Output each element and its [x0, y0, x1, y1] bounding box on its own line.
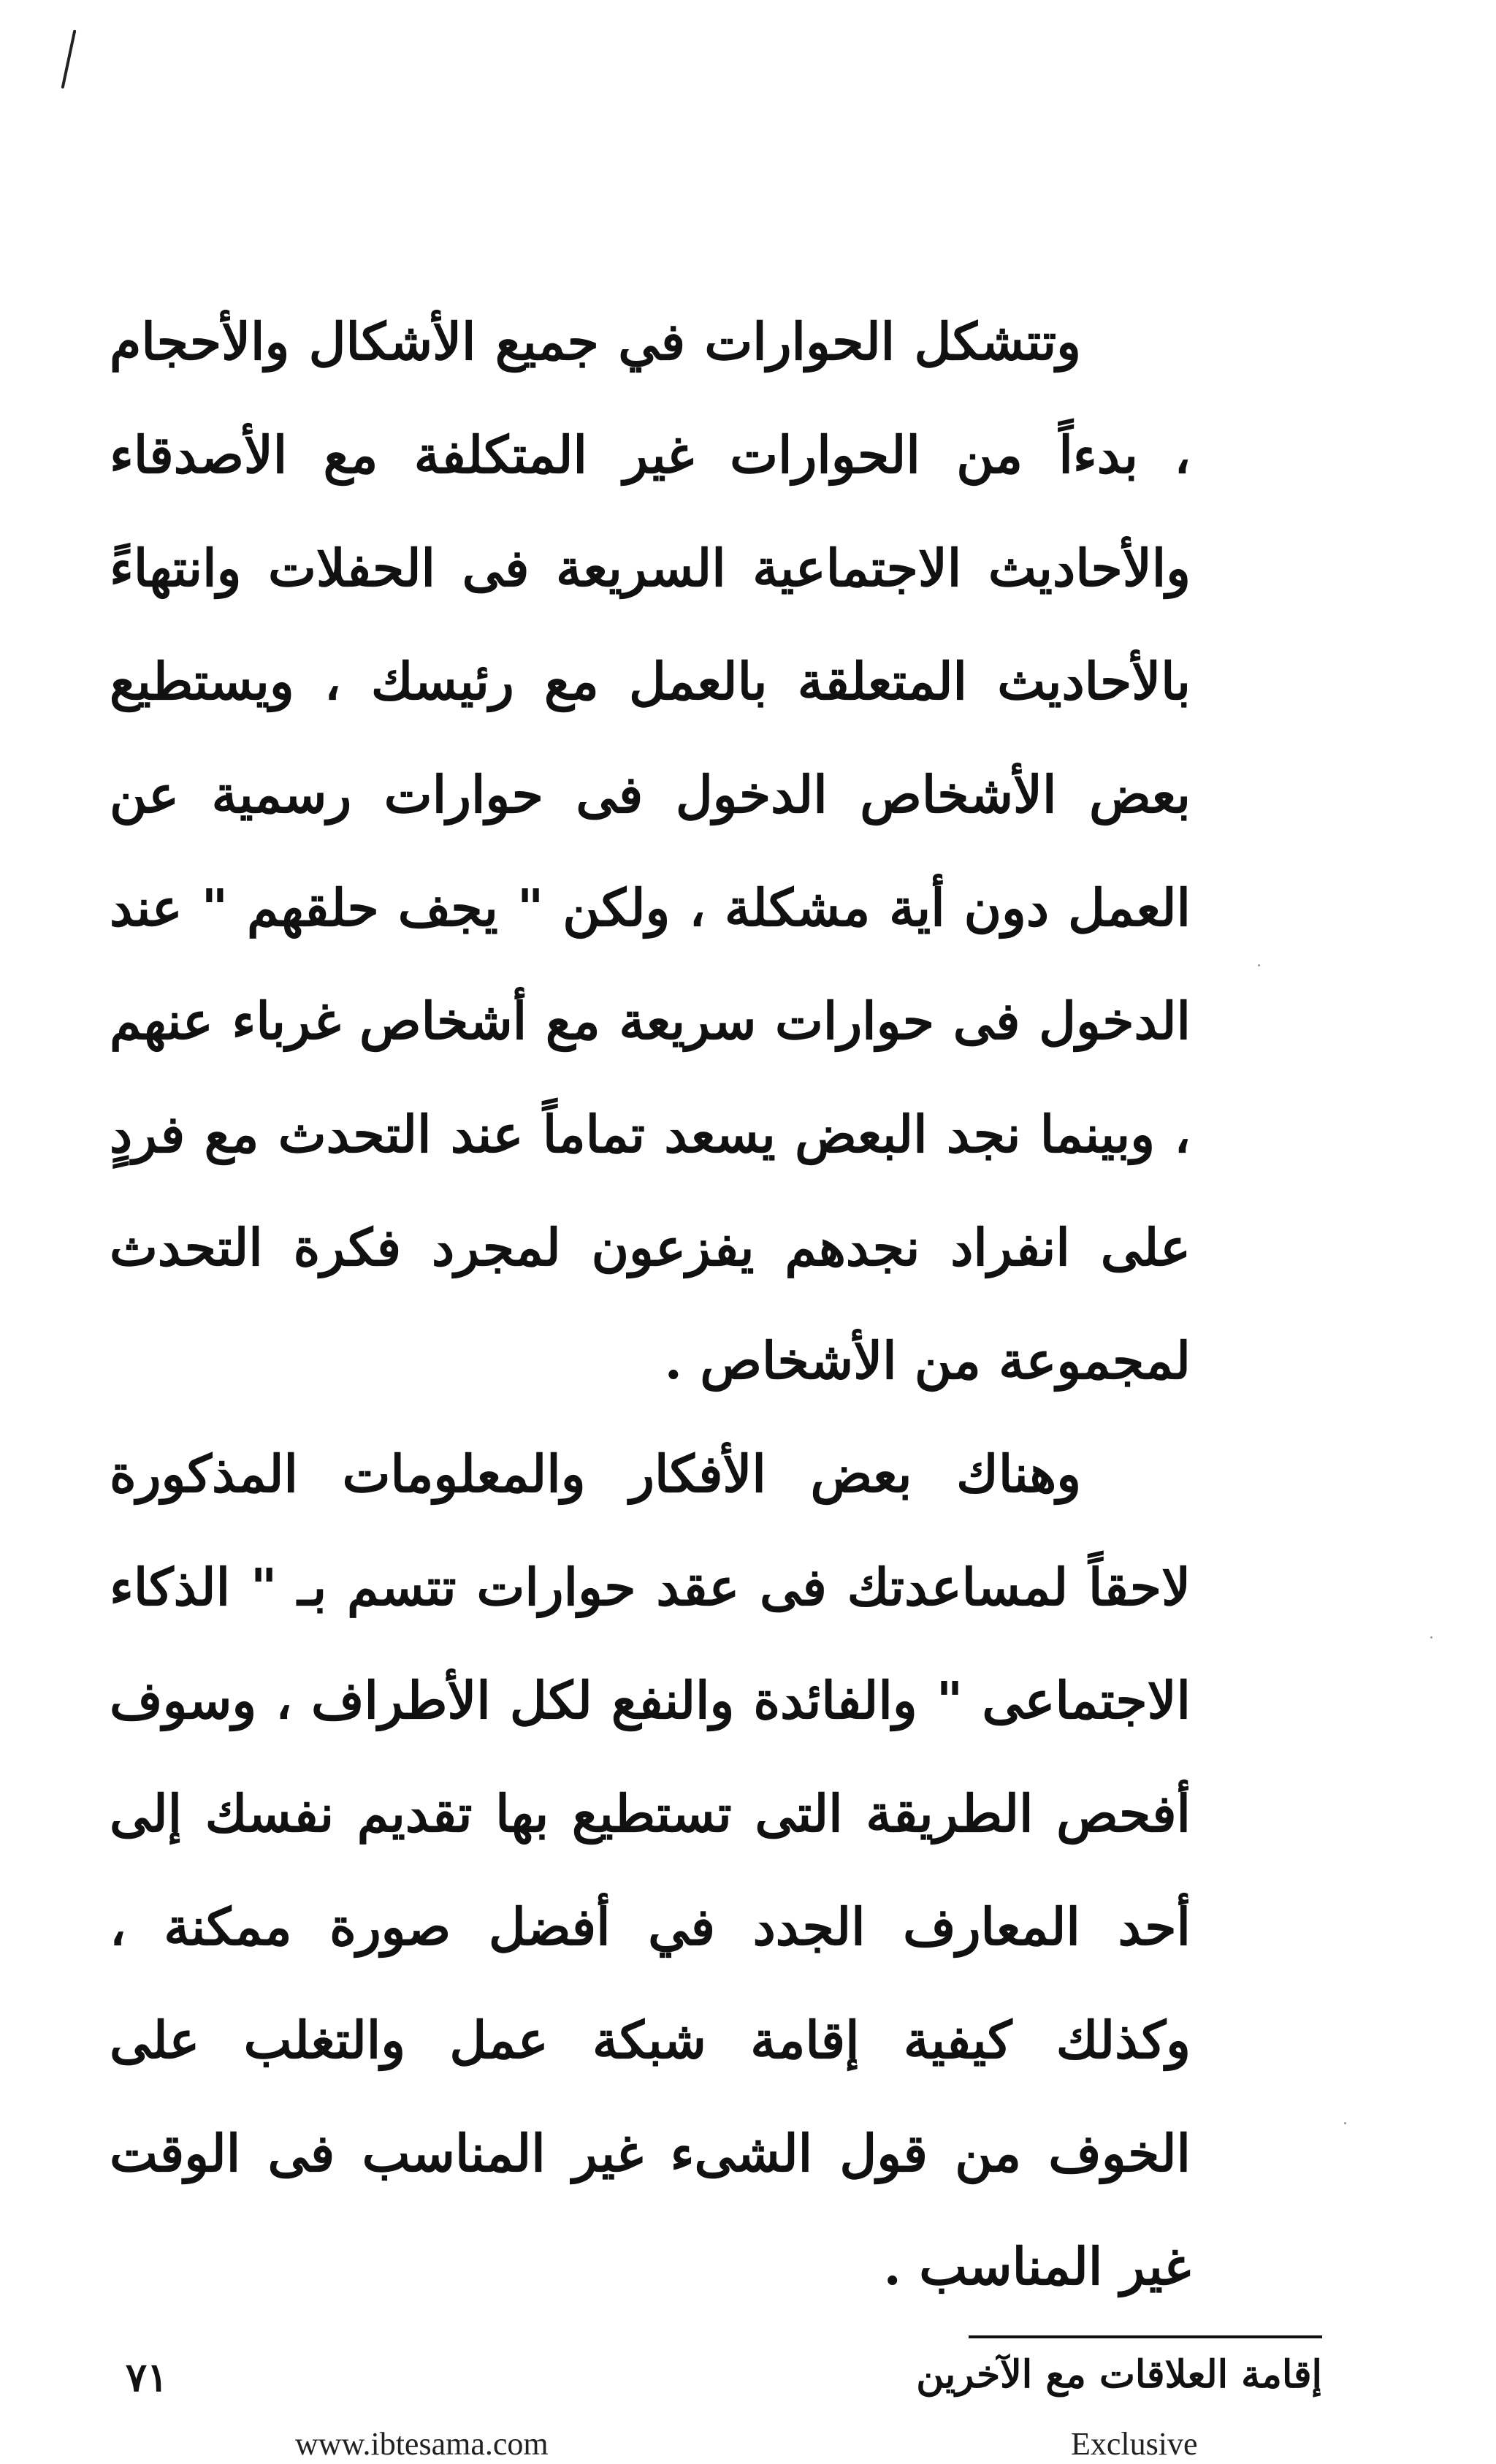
footer-website: www.ibtesama.com — [295, 2426, 549, 2462]
scan-speck — [1344, 2122, 1346, 2124]
footer-tag: Exclusive — [1071, 2426, 1198, 2462]
scan-artifact-mark — [61, 29, 77, 88]
paragraph-conversation-forms: وتتشكل الحوارات في جميع الأشكال والأحجام ، بدءاً من الحوارات غير المتكلفة مع الأصدقاء والأحاديث الاجتماعية السريعة فى الحفلات وانتهاءً بالأحاديث المتعلقة بالعمل مع رئيسك ، ويستطيع بعض الأشخاص الدخول فى حوارات رسمية عن العمل دون أية مشكلة ، ولكن " يجف حلقهم " عند الدخول فى حوارات سريعة مع أشخاص غرباء عنهم ، وبينما نجد البعض يسعد تماماً عند التحدث مع فردٍ على انفراد نجدهم يفزعون لمجرد فكرة التحدث لمجموعة من الأشخاص . — [110, 311, 1191, 1391]
scan-speck — [1258, 964, 1260, 966]
body-text — [110, 285, 1191, 2323]
running-title: إقامة العلاقات مع الآخرين — [916, 2352, 1322, 2397]
paragraph-ideas-and-info: وهناك بعض الأفكار والمعلومات المذكورة لاحقاً لمساعدتك فى عقد حوارات تتسم بـ " الذكاء الاجتماعى " والفائدة والنفع لكل الأطراف ، وسوف أفحص الطريقة التى تستطيع بها تقديم نفسك إلى أحد المعارف الجدد في أفضل صورة ممكنة ، وكذلك كيفية إقامة شبكة عمل والتغلب على الخوف من قول الشىء غير المناسب فى الوقت غير المناسب . — [110, 1443, 1191, 2297]
scan-speck — [1430, 1636, 1432, 1639]
page-number: ٧١ — [126, 2354, 169, 2400]
footer-rule — [969, 2335, 1322, 2338]
